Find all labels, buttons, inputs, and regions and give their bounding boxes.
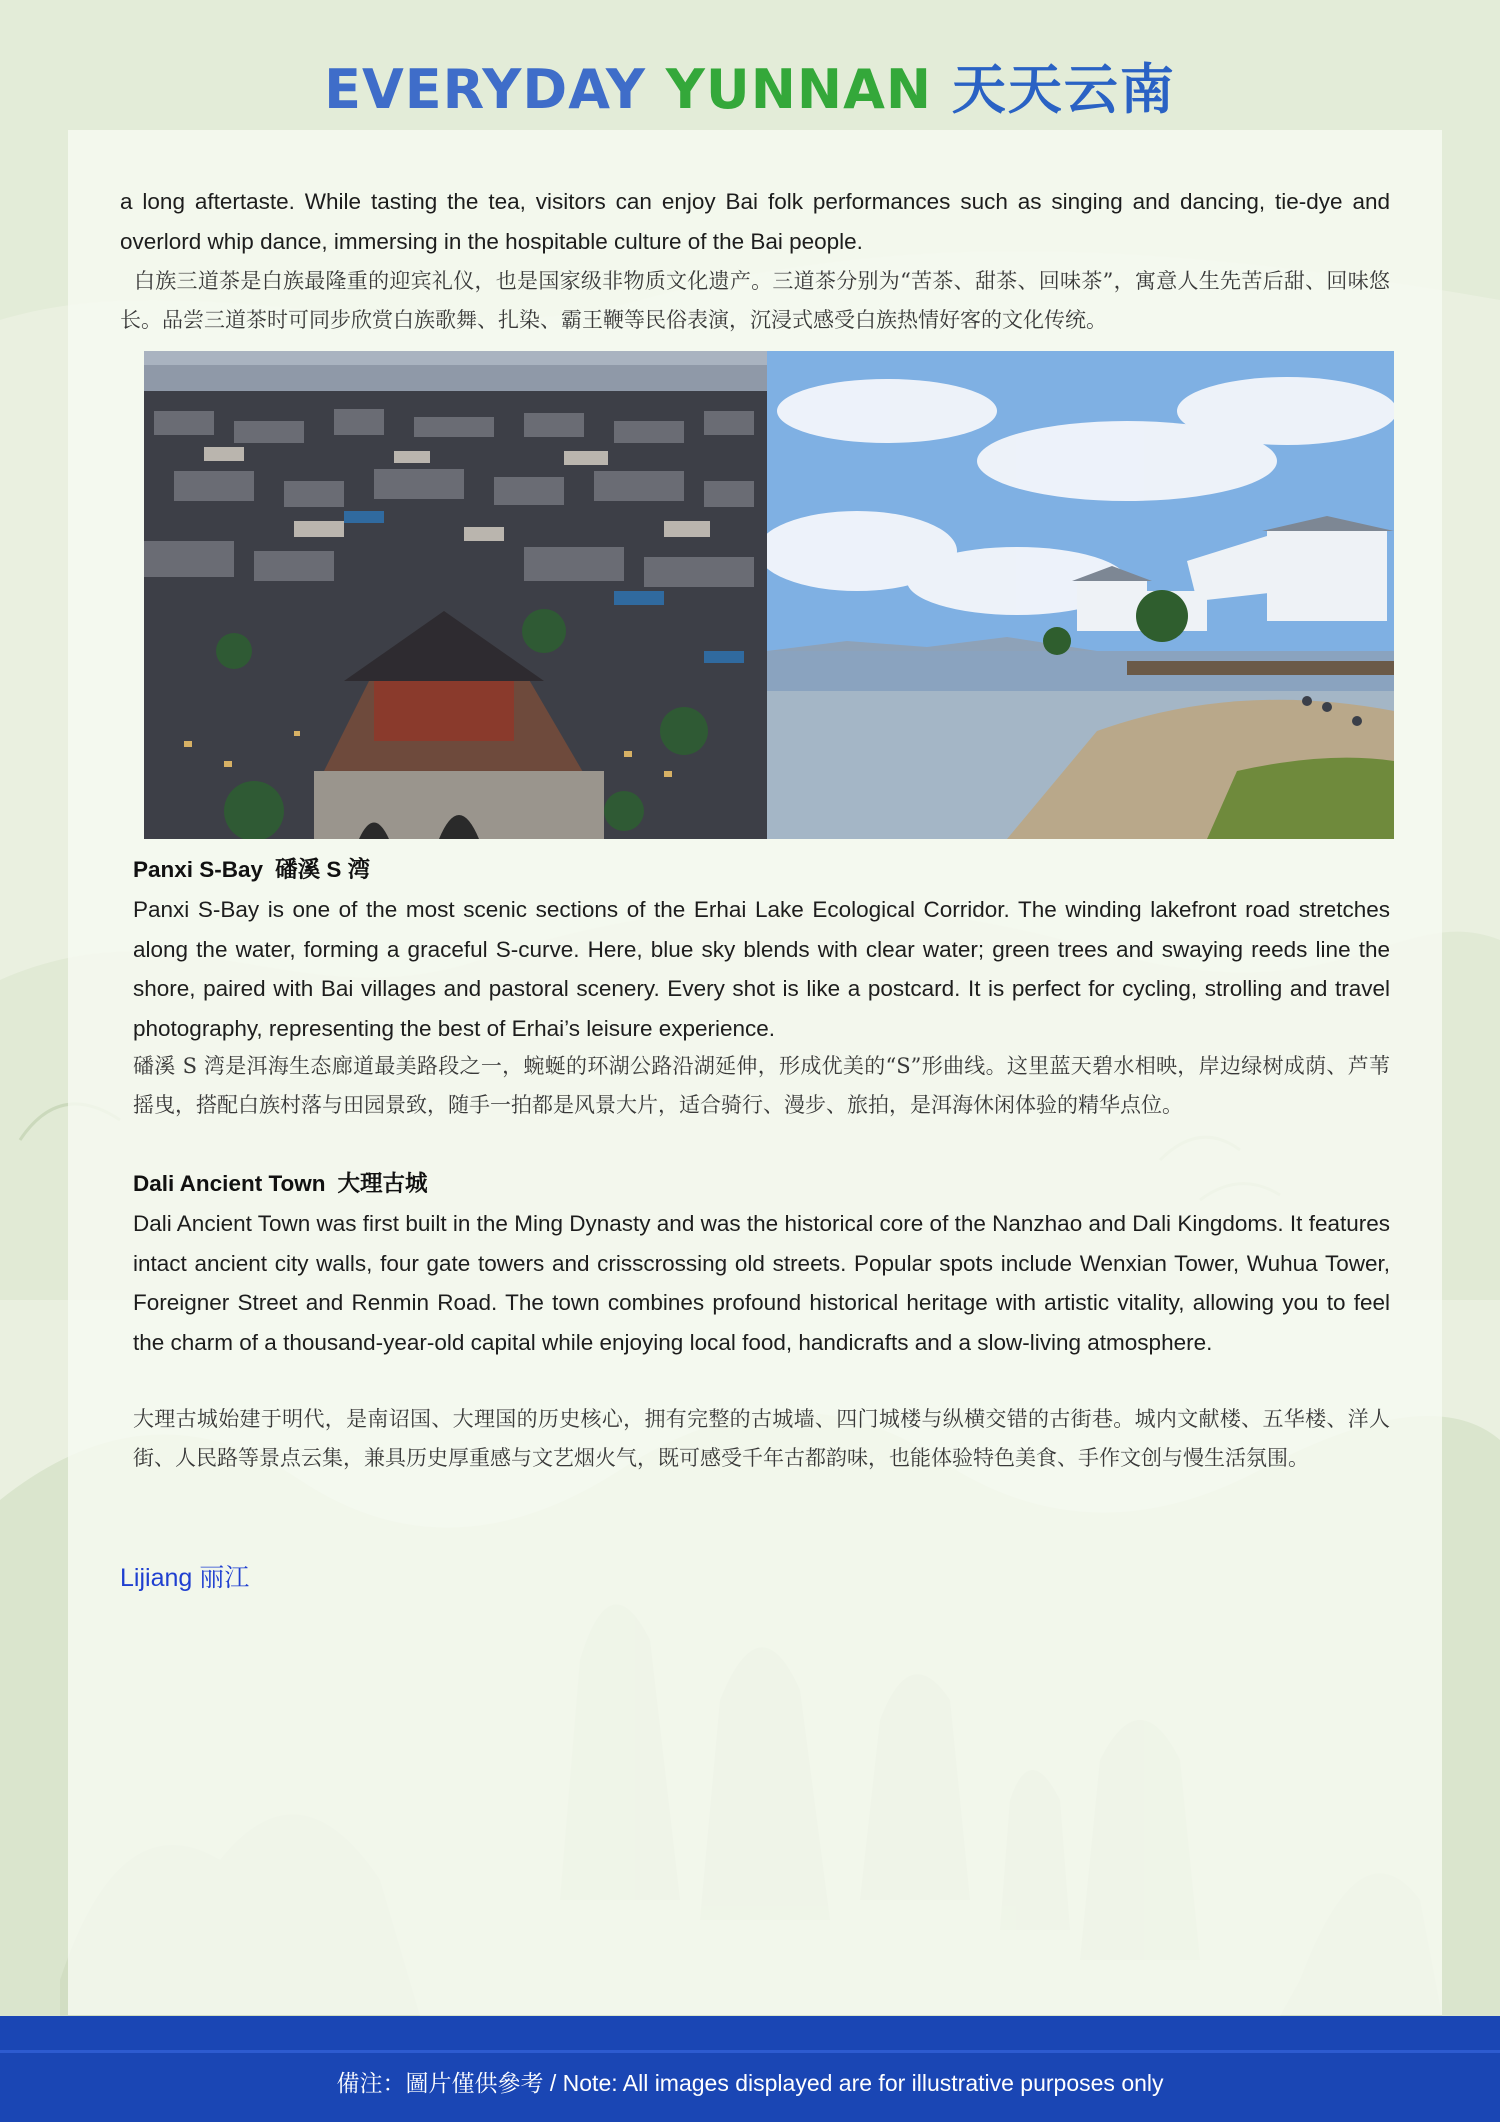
- section-body-panxi-en: Panxi S-Bay is one of the most scenic sections of the Erhai Lake Ecological Corridor. The winding lakefront road stretches along the water, forming a graceful S-curve. Here, blue sky blends with clear water; green trees and swaying reeds line the shore, paired with Bai villages and pastoral scenery. Every shot is like a postcard. It is perfect for cycling, strolling and travel photography, representing the best of Erhai’s leisure experience.: [133, 897, 1390, 1041]
- photo-ancient-town-aerial: [144, 351, 767, 839]
- masthead-title: [0, 58, 1500, 122]
- section-heading-panxi-cn: 磻溪 S 湾: [275, 857, 371, 882]
- next-section-heading-lijiang: Lijiang 丽江: [120, 1564, 250, 1592]
- section-body-dali-cn: 大理古城始建于明代，是南诏国、大理国的历史核心，拥有完整的古城墙、四门城楼与纵横交错的古街巷。城内文献楼、五华楼、洋人街、人民路等景点云集，兼具历史厚重感与文艺烟火气，既可感受千年古都韵味，也能体验特色美食、手作文创与慢生活氛围。: [133, 1407, 1390, 1470]
- section-heading-panxi-en: Panxi S-Bay: [133, 857, 264, 882]
- masthead-everyday: EVERYDAY: [324, 58, 646, 121]
- section-heading-panxi: [133, 852, 370, 888]
- intro-paragraph-en: a long aftertaste. While tasting the tea, visitors can enjoy Bai folk performances such as singing and dancing, tie-dye and overlord whip dance, immersing in the hospitable culture of the Bai people.: [120, 189, 1390, 254]
- footer-disclaimer: 備注：圖片僅供參考 / Note: All images displayed are for illustrative purposes only: [336, 2070, 1164, 2096]
- intro-paragraph-cn: 白族三道茶是白族最隆重的迎宾礼仪，也是国家级非物质文化遗产。三道茶分别为“苦茶、甜茶、回味茶”，寓意人生先苦后甜、回味悠长。品尝三道茶时可同步欣赏白族歌舞、扎染、霸王鞭等民俗表演，沉浸式感受白族热情好客的文化传统。: [120, 269, 1390, 332]
- photo-erhai-lakeside: [767, 351, 1394, 839]
- masthead-yunnan: YUNNAN: [665, 58, 933, 121]
- section-heading-dali-en: Dali Ancient Town: [133, 1171, 326, 1196]
- section-body-dali-en: Dali Ancient Town was first built in the Ming Dynasty and was the historical core of the Nanzhao and Dali Kingdoms. It features intact ancient city walls, four gate towers and crisscrossing old streets. Popular spots include Wenxian Tower, Wuhua Tower, Foreigner Street and Renmin Road. The town combines profound historical heritage with artistic vitality, allowing you to feel the charm of a thousand-year-old capital while enjoying local food, handicrafts and a slow-living atmosphere.: [133, 1211, 1390, 1355]
- footer-divider: [0, 2050, 1500, 2053]
- section-heading-dali-cn: 大理古城: [337, 1171, 428, 1196]
- section-heading-dali: [133, 1166, 428, 1202]
- masthead-chinese: 天天云南: [951, 58, 1176, 121]
- section-body-panxi-cn: 磻溪 S 湾是洱海生态廊道最美路段之一，蜿蜒的环湖公路沿湖延伸，形成优美的“S”形曲线。这里蓝天碧水相映，岸边绿树成荫、芦苇摇曳，搭配白族村落与田园景致，随手一拍都是风景大片，适合骑行、漫步、旅拍，是洱海休闲体验的精华点位。: [133, 1054, 1390, 1117]
